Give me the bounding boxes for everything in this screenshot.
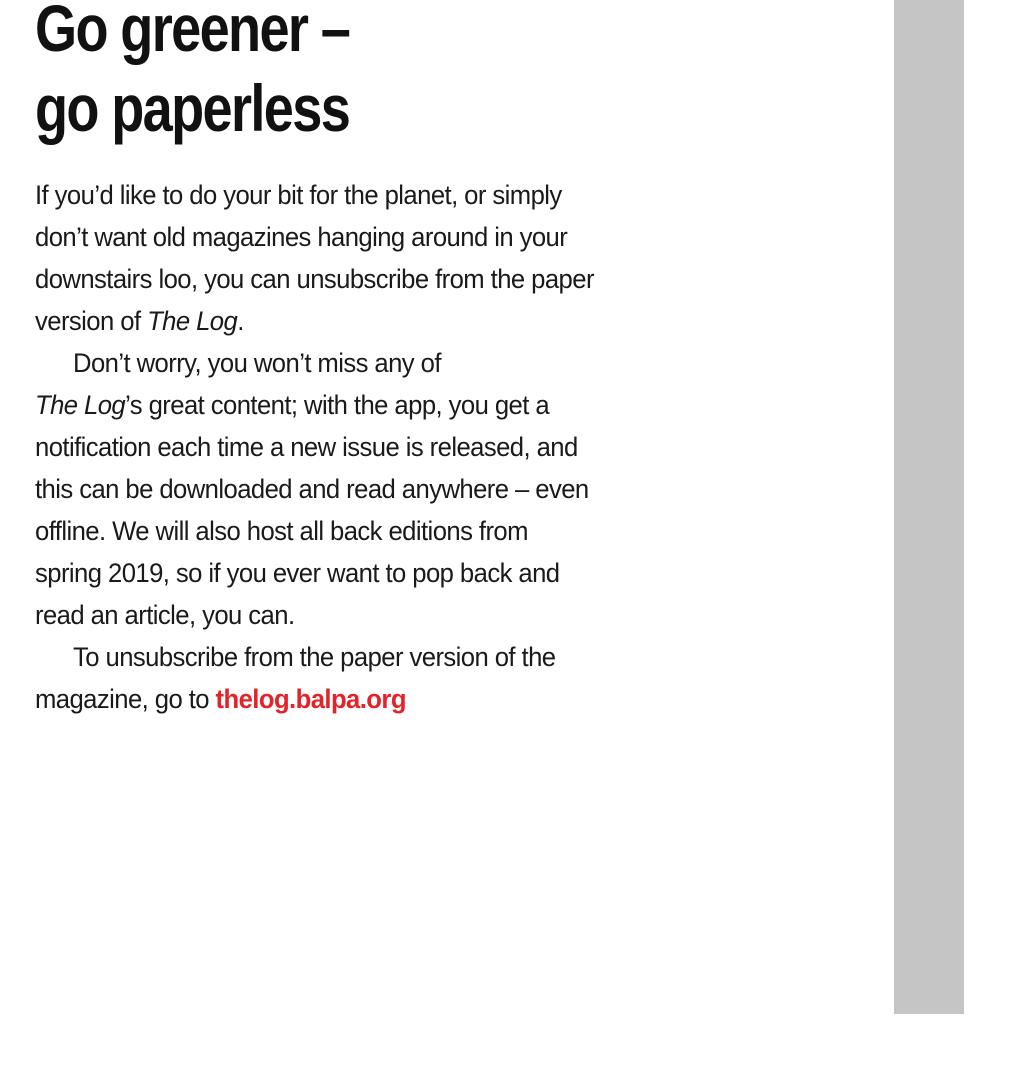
unsubscribe-link[interactable]: thelog.balpa.org <box>215 684 406 714</box>
paragraph-2 <box>35 342 596 636</box>
article-body <box>35 174 596 720</box>
article <box>35 0 595 720</box>
paragraph-3 <box>35 636 596 720</box>
paragraph-3-text: To unsubscribe from the paper version of the magazine, go to <box>35 642 556 714</box>
headline-line-1: Go greener – <box>35 0 350 65</box>
headline <box>35 0 494 148</box>
paragraph-1-text: If you’d like to do your bit for the planet, or simply don’t want old magazines hanging around in your downstairs loo, you can unsubscribe from the paper version of <box>35 180 594 336</box>
paragraph-1 <box>35 174 596 342</box>
paragraph-2-start: Don’t worry, you won’t miss any of <box>73 348 441 378</box>
publication-title: The Log <box>147 306 238 336</box>
side-bar <box>894 0 964 1014</box>
paragraph-1-end: . <box>237 306 244 336</box>
headline-line-2: go paperless <box>35 71 350 145</box>
publication-title: The Log <box>35 390 126 420</box>
paragraph-2-text: ’s great content; with the app, you get a notification each time a new issue is released, and this can be downloaded and read anywhere – even offline. We will also host all back editions from spring 2019, so if you ever want to pop back and read an article, you can. <box>35 390 589 630</box>
